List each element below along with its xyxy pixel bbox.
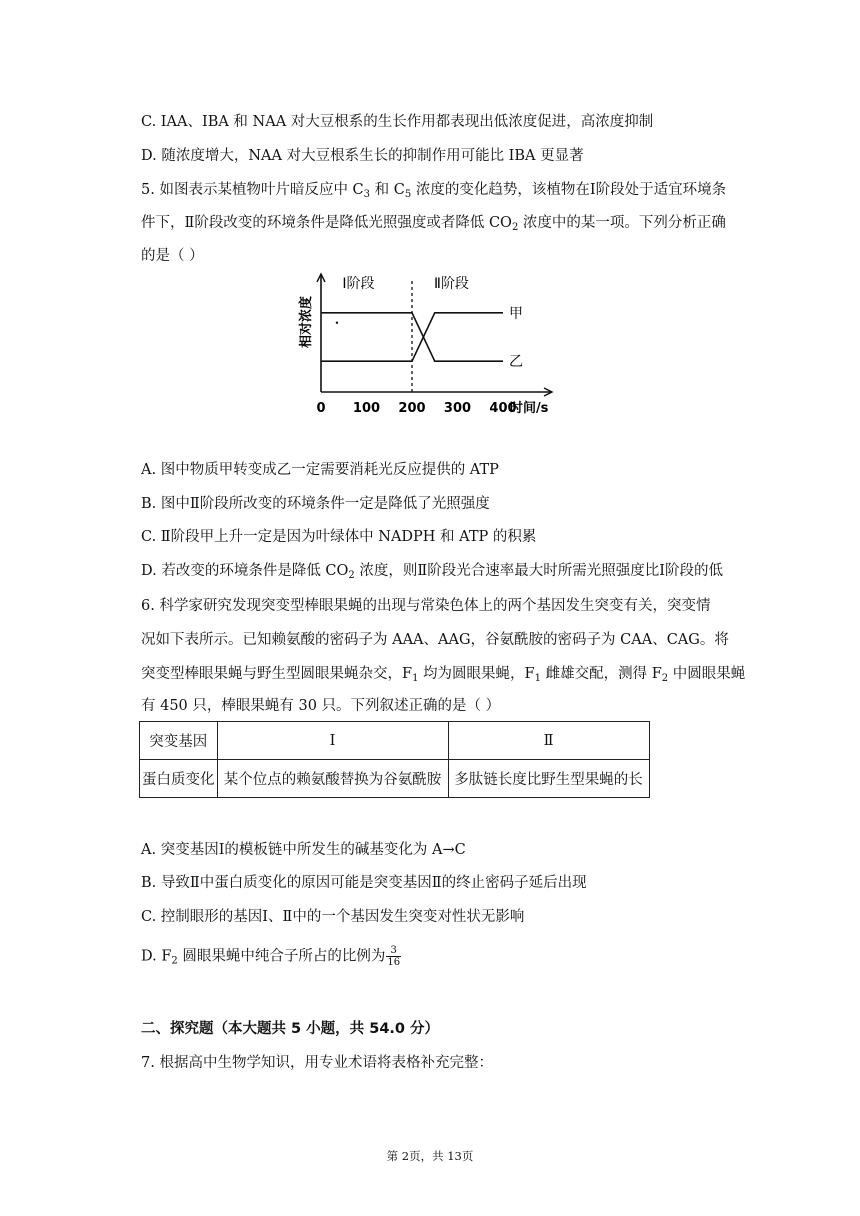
- q5-option-b: B. 图中Ⅱ阶段所改变的环境条件一定是降低了光照强度: [141, 496, 490, 512]
- q6-stem-line2: 况如下表所示。已知赖氨酸的密码子为 AAA、AAG，谷氨酰胺的密码子为 CAA、CAG。将: [141, 632, 729, 648]
- table-header-row: [140, 722, 650, 760]
- table-cell: 突变基因: [140, 722, 218, 760]
- q7-stem: 7. 根据高中生物学知识，用专业术语将表格补充完整：: [141, 1055, 493, 1071]
- stage-label: Ⅰ阶段: [342, 276, 375, 292]
- x-tick-label: 0: [316, 401, 326, 416]
- q6-stem-line1: 6. 科学家研究发现突变型棒眼果蝇的出现与常染色体上的两个基因发生突变有关，突变情: [141, 598, 711, 614]
- q6-stem-line3: 突变型棒眼果蝇与野生型圆眼果蝇杂交，$F_1$ 均为圆眼果蝇，$F_1$ 雌雄交配，测得 $F_2$ 中圆眼果蝇: [141, 666, 746, 684]
- stage-label: Ⅱ阶段: [434, 276, 469, 292]
- table-cell: Ⅰ: [217, 722, 448, 760]
- x-tick-label: 400: [489, 401, 517, 416]
- table-cell: Ⅱ: [448, 722, 649, 760]
- mutation-table: [139, 721, 650, 798]
- q5-stem-line1: 5. 如图表示某植物叶片暗反应中 $C_3$ 和 $C_5$ 浓度的变化趋势，该植物在Ⅰ阶段处于适宜环境条: [141, 182, 727, 200]
- section-heading: 二、探究题（本大题共 5 小题，共 54.0 分）: [141, 1021, 440, 1037]
- q5-stem-line2: 件下，Ⅱ阶段改变的环境条件是降低光照强度或者降低 $CO_2$ 浓度中的某一项。下列分析正确: [141, 215, 726, 233]
- x-axis-label: 时间/s: [509, 401, 549, 416]
- option-c-q4: C. IAA、IBA 和 NAA 对大豆根系的生长作用都表现出低浓度促进，高浓度抑制: [141, 114, 654, 130]
- q5-chart: [290, 268, 560, 420]
- x-tick-label: 100: [352, 401, 381, 416]
- page-footer: 第 2页，共 13页: [386, 1149, 474, 1163]
- q6-option-c: C. 控制眼形的基因Ⅰ、Ⅱ中的一个基因发生突变对性状无影响: [141, 909, 525, 925]
- option-d-q4: D. 随浓度增大，NAA 对大豆根系生长的抑制作用可能比 IBA 更显著: [141, 148, 584, 164]
- x-tick-label: 300: [443, 401, 472, 416]
- series-label: 甲: [509, 305, 523, 322]
- fraction: $\frac{3}{16}$: [387, 945, 401, 968]
- x-tick-label: 200: [398, 401, 426, 416]
- table-row: [140, 760, 650, 798]
- q6-option-a: A. 突变基因Ⅰ的模板链中所发生的碱基变化为 A→C: [141, 842, 466, 858]
- chart-ylabel: 相对浓度: [299, 295, 314, 349]
- table-cell: 多肽链长度比野生型果蝇的长: [448, 760, 649, 798]
- q6-option-b: B. 导致Ⅱ中蛋白质变化的原因可能是突变基因Ⅱ的终止密码子延后出现: [141, 875, 587, 891]
- q5-option-a: A. 图中物质甲转变成乙一定需要消耗光反应提供的 ATP: [141, 462, 499, 478]
- table-cell: 某个位点的赖氨酸替换为谷氨酰胺: [217, 760, 448, 798]
- q5-stem-line3: 的是（ ）: [141, 248, 204, 264]
- q6-stem-line4: 有 450 只，棒眼果蝇有 30 只。下列叙述正确的是（ ）: [141, 698, 501, 714]
- series-label: 乙: [509, 354, 523, 371]
- dot-mark: [336, 322, 338, 324]
- q5-option-c: C. Ⅱ阶段甲上升一定是因为叶绿体中 NADPH 和 ATP 的积累: [141, 529, 537, 545]
- q5-option-d: D. 若改变的环境条件是降低 $CO_2$ 浓度，则Ⅱ阶段光合速率最大时所需光照强度比Ⅰ阶段的低: [141, 563, 723, 581]
- q6-option-d: D. $F_2$ 圆眼果蝇中纯合子所占的比例为 $\frac{3}{16}$: [141, 945, 401, 968]
- table-cell: 蛋白质变化: [140, 760, 218, 798]
